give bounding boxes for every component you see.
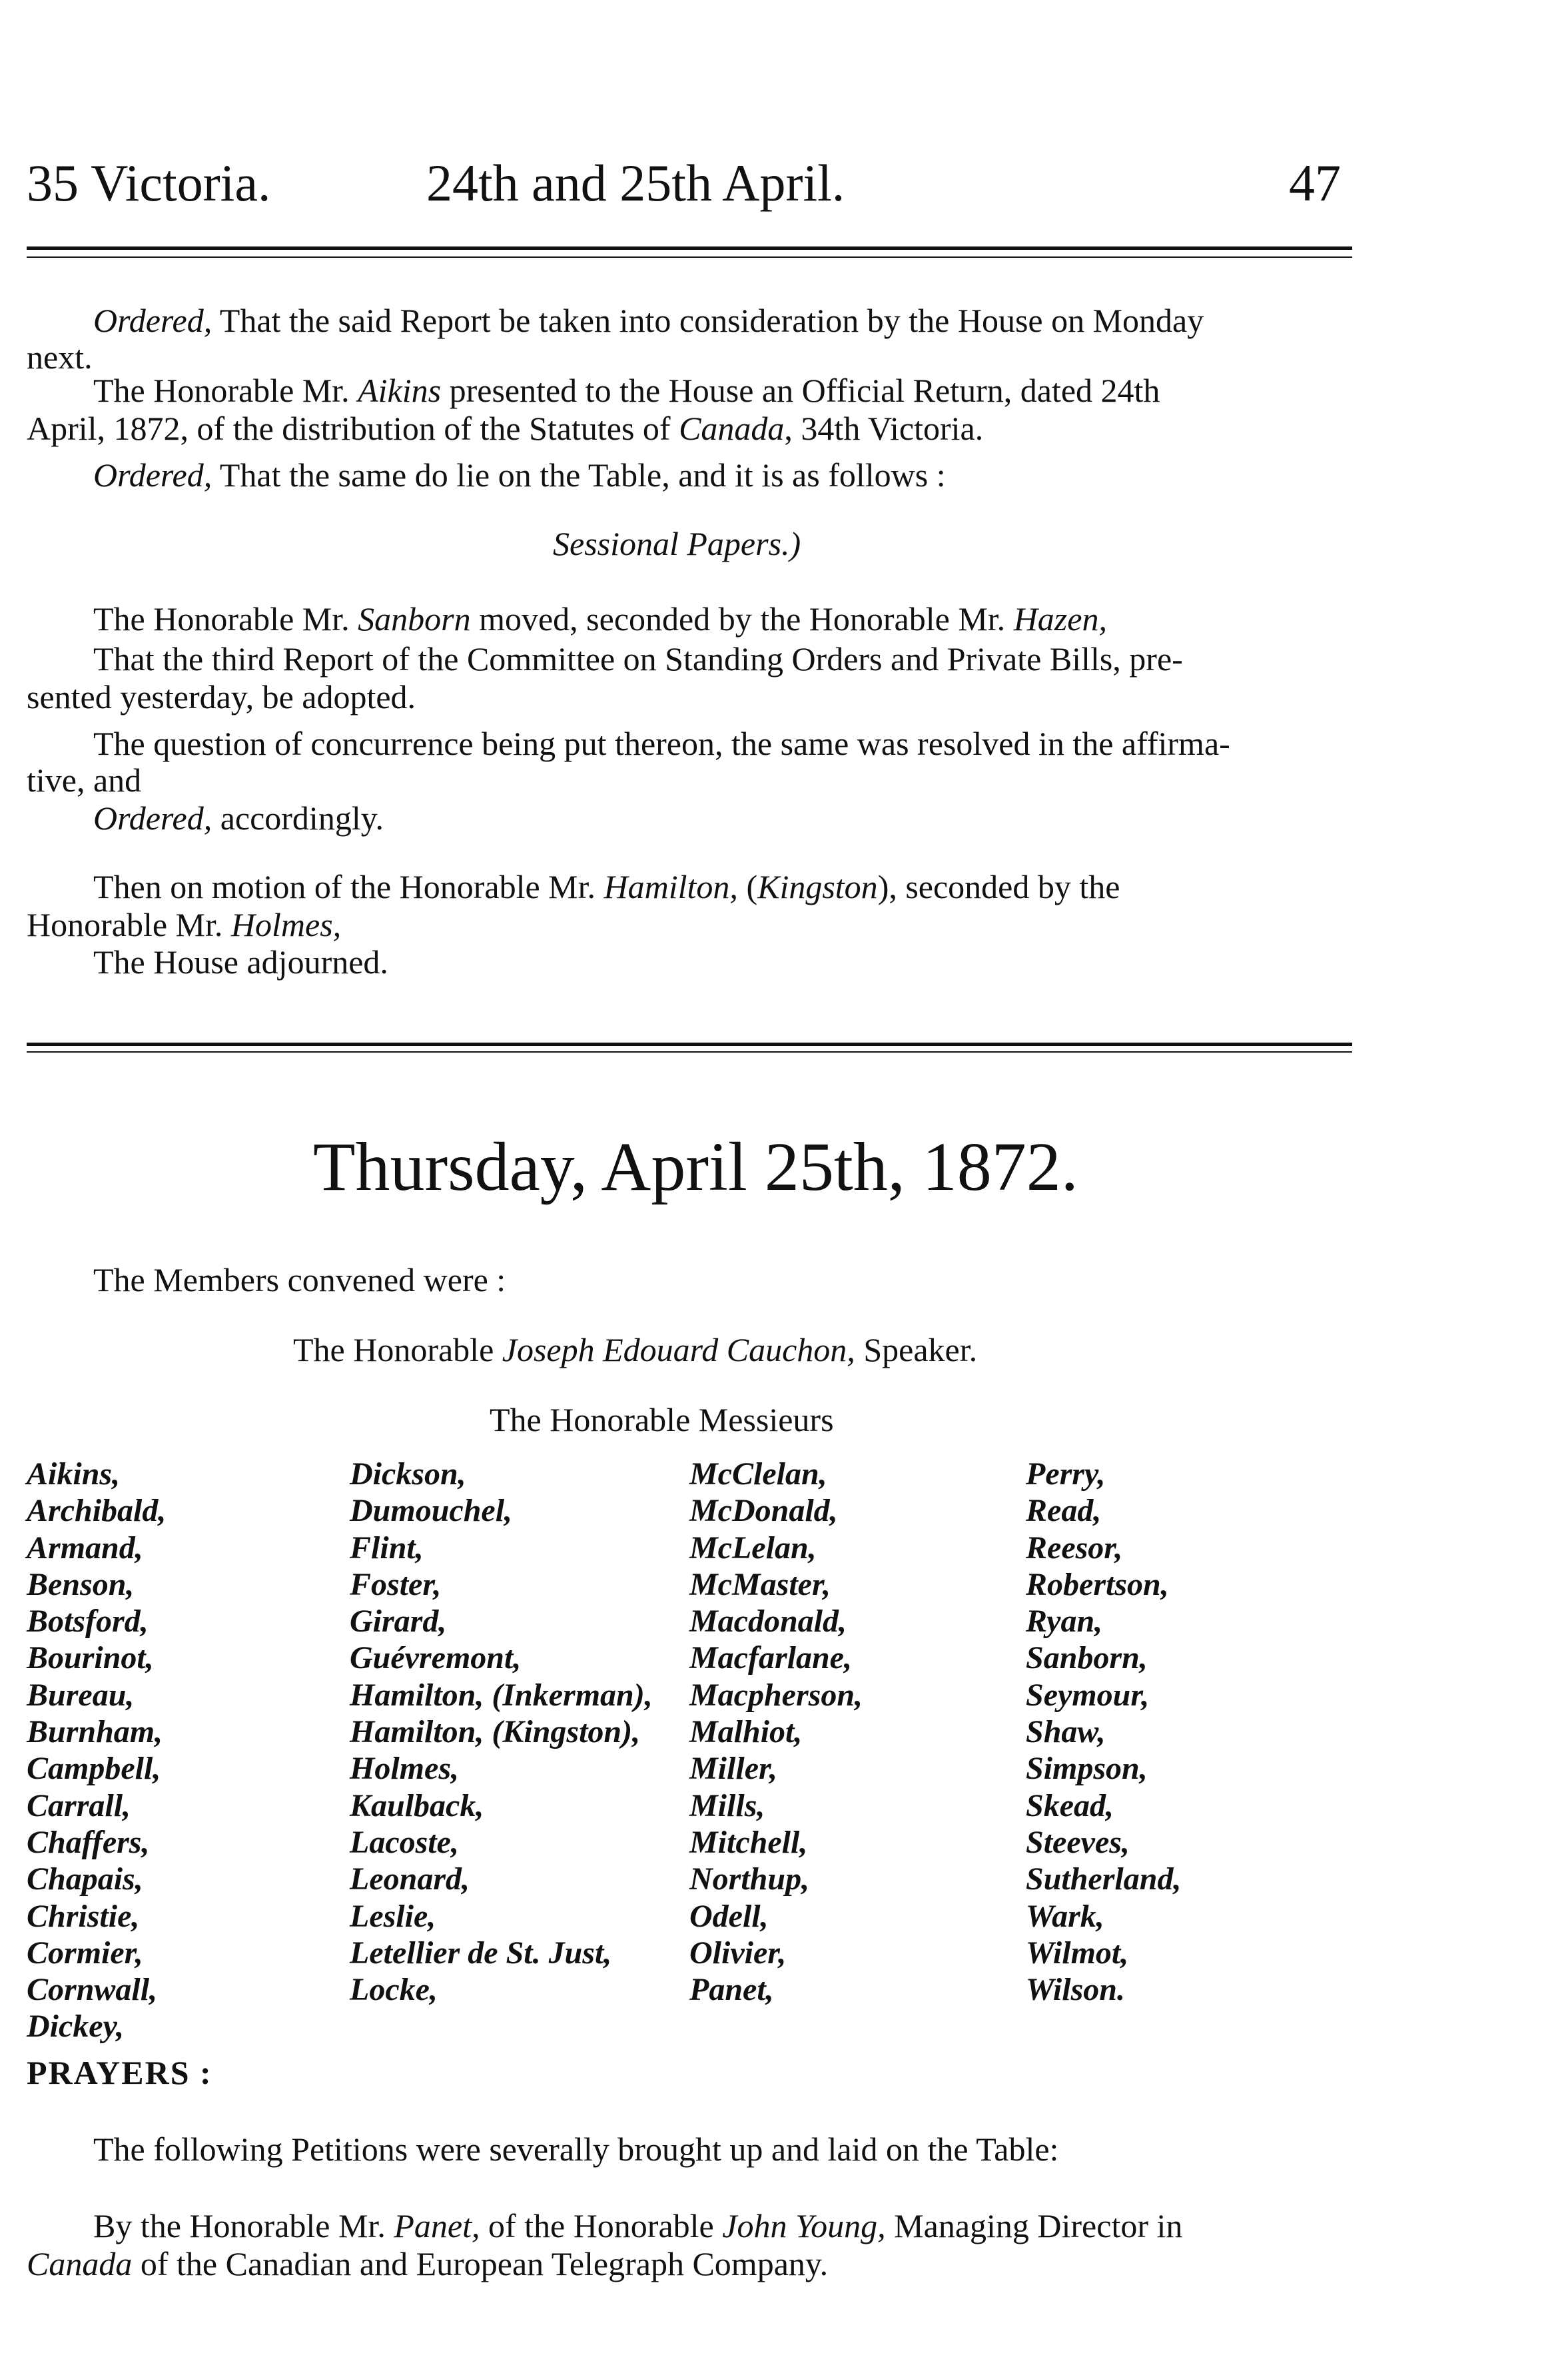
petitions-intro: The following Petitions were severally brought up and laid on the Table: (93, 2131, 1059, 2168)
member-name: Olivier, (689, 1935, 787, 1971)
member-name: Cormier, (27, 1935, 143, 1971)
member-name: Panet, (689, 1972, 774, 2008)
paragraph-continuation (27, 408, 1292, 450)
member-name: Ryan, (1026, 1604, 1103, 1640)
paragraph-continuation (27, 904, 1292, 946)
member-name: Panet, (394, 2207, 480, 2244)
text: of the Honorable (480, 2207, 723, 2244)
place-name: Kingston (757, 868, 878, 905)
paragraph-question: The question of concurrence being put thereon, the same was resolved in the affirma- (93, 725, 1230, 762)
member-name: Bureau, (27, 1677, 135, 1713)
header-rule-thin (27, 256, 1352, 258)
text: The Honorable (293, 1331, 502, 1368)
member-name: Flint, (350, 1530, 424, 1566)
paragraph-ordered-table (93, 454, 1359, 496)
member-name: Macfarlane, (689, 1640, 852, 1676)
place-name: Canada (679, 410, 785, 447)
text: That the said Report be taken into consideration by the House on Monday (212, 302, 1204, 339)
member-name: Lacoste, (350, 1824, 459, 1860)
paragraph-third-report: That the third Report of the Committee on Standing Orders and Private Bills, pre- (93, 640, 1183, 678)
text: By the Honorable Mr. (93, 2207, 394, 2244)
member-name: Macdonald, (689, 1604, 847, 1640)
text: April, 1872, of the distribution of the Statutes of (27, 410, 679, 447)
member-name: Macpherson, (689, 1677, 863, 1713)
paragraph-adjournment-motion (93, 866, 1359, 908)
page-number: 47 (1289, 154, 1341, 212)
member-name: Letellier de St. Just, (350, 1935, 612, 1971)
section-rule-thick (27, 1043, 1352, 1046)
member-name: Dickson, (350, 1456, 466, 1492)
member-name: Steeves, (1026, 1824, 1130, 1860)
text: of the Canadian and European Telegraph Company. (132, 2245, 829, 2282)
messieurs-heading: The Honorable Messieurs (490, 1401, 834, 1438)
text: moved, seconded by the Honorable Mr. (470, 600, 1014, 638)
text: accordingly. (212, 799, 384, 837)
member-name: Christie, (27, 1898, 140, 1934)
member-name: Mills, (689, 1787, 765, 1823)
member-name: Cornwall, (27, 1972, 158, 2008)
member-name: Malhiot, (689, 1714, 803, 1750)
member-name: Archibald, (27, 1493, 167, 1529)
member-name: Hamilton, (Kingston), (350, 1714, 641, 1750)
member-name: Holmes, (350, 1751, 459, 1787)
member-name: McLelan, (689, 1530, 817, 1566)
text: , 34th Victoria. (784, 410, 984, 447)
member-name: Botsford, (27, 1604, 149, 1640)
text: That the same do lie on the Table, and it is as follows : (212, 456, 946, 494)
text: ( (737, 868, 758, 905)
paragraph-adjourned: The House adjourned. (93, 943, 388, 981)
speaker-line (293, 1329, 1559, 1371)
ordered-label: Ordered, (93, 302, 212, 339)
member-name: Aikins (358, 372, 442, 409)
member-name: Sanborn (358, 600, 471, 638)
running-head-center: 24th and 25th April. (426, 154, 845, 212)
member-name: Chaffers, (27, 1824, 150, 1860)
text: The Honorable Mr. (93, 600, 358, 638)
member-name: Mitchell, (689, 1824, 808, 1860)
prayers-heading: PRAYERS : (27, 2054, 212, 2091)
member-name: Skead, (1026, 1787, 1114, 1823)
member-name: Hazen, (1013, 600, 1107, 638)
members-column-2 (350, 1456, 653, 2008)
member-name: Leonard, (350, 1861, 470, 1897)
member-name: Wark, (1026, 1898, 1104, 1934)
member-name: Seymour, (1026, 1677, 1150, 1713)
member-name: Guévremont, (350, 1640, 522, 1676)
section-rule-thin (27, 1051, 1352, 1053)
member-name: McClelan, (689, 1456, 827, 1492)
member-name: Chapais, (27, 1861, 143, 1897)
member-name: Benson, (27, 1566, 135, 1602)
paragraph-continuation: next. (27, 338, 93, 376)
ordered-label: Ordered, (93, 456, 212, 494)
member-name: Leslie, (350, 1898, 436, 1934)
member-name: Campbell, (27, 1751, 161, 1787)
members-intro: The Members convened were : (93, 1261, 506, 1298)
speaker-name: Joseph Edouard Cauchon, (502, 1331, 855, 1368)
member-name: Armand, (27, 1530, 143, 1566)
member-name: Holmes, (230, 906, 342, 943)
member-name: Perry, (1026, 1456, 1106, 1492)
text: Then on motion of the Honorable Mr. (93, 868, 604, 905)
member-name: Sutherland, (1026, 1861, 1182, 1897)
text: Speaker. (855, 1331, 978, 1368)
ordered-label: Ordered, (93, 799, 212, 837)
day-title: Thursday, April 25th, 1872. (313, 1129, 1078, 1205)
member-name: Wilmot, (1026, 1935, 1129, 1971)
paragraph-continuation: sented yesterday, be adopted. (27, 678, 416, 715)
member-name: Hamilton, (Inkerman), (350, 1677, 653, 1713)
member-name: Hamilton, (603, 868, 738, 905)
member-name: Locke, (350, 1972, 438, 2008)
members-column-4 (1026, 1456, 1181, 2008)
member-name: Foster, (350, 1566, 442, 1602)
member-name: Dickey, (27, 2009, 125, 2045)
petitioner-name: John Young, (722, 2207, 886, 2244)
member-name: Dumouchel, (350, 1493, 513, 1529)
member-name: Odell, (689, 1898, 769, 1934)
member-name: Shaw, (1026, 1714, 1106, 1750)
member-name: Kaulback, (350, 1787, 484, 1823)
text: Honorable Mr. (27, 906, 231, 943)
paragraph-aikins-return (93, 370, 1359, 412)
paragraph-ordered-report (93, 300, 1359, 342)
petition-panet (93, 2205, 1359, 2247)
place-name: Canada (27, 2245, 133, 2282)
members-column-3 (689, 1456, 863, 2008)
paragraph-continuation (27, 2243, 1292, 2285)
member-name: McDonald, (689, 1493, 838, 1529)
member-name: Sanborn, (1026, 1640, 1148, 1676)
header-rule-thick (27, 246, 1352, 250)
member-name: Wilson. (1026, 1972, 1125, 2008)
text: presented to the House an Official Return, dated 24th (441, 372, 1160, 409)
member-name: Read, (1026, 1493, 1102, 1529)
member-name: Aikins, (27, 1456, 121, 1492)
member-name: Robertson, (1026, 1566, 1169, 1602)
text: The Honorable Mr. (93, 372, 358, 409)
paragraph-ordered-accordingly (93, 797, 1359, 839)
text: ), seconded by the (877, 868, 1120, 905)
member-name: Girard, (350, 1604, 447, 1640)
member-name: Northup, (689, 1861, 810, 1897)
paragraph-sanborn-motion (93, 598, 1359, 640)
sessional-papers-note: Sessional Papers.) (553, 525, 801, 562)
paragraph-continuation: tive, and (27, 761, 142, 799)
members-column-1 (27, 1456, 166, 2045)
text: Managing Director in (885, 2207, 1183, 2244)
member-name: Miller, (689, 1751, 778, 1787)
member-name: Simpson, (1026, 1751, 1148, 1787)
running-head-left: 35 Victoria. (27, 154, 271, 212)
member-name: McMaster, (689, 1566, 831, 1602)
member-name: Bourinot, (27, 1640, 154, 1676)
member-name: Burnham, (27, 1714, 163, 1750)
member-name: Reesor, (1026, 1530, 1123, 1566)
member-name: Carrall, (27, 1787, 131, 1823)
